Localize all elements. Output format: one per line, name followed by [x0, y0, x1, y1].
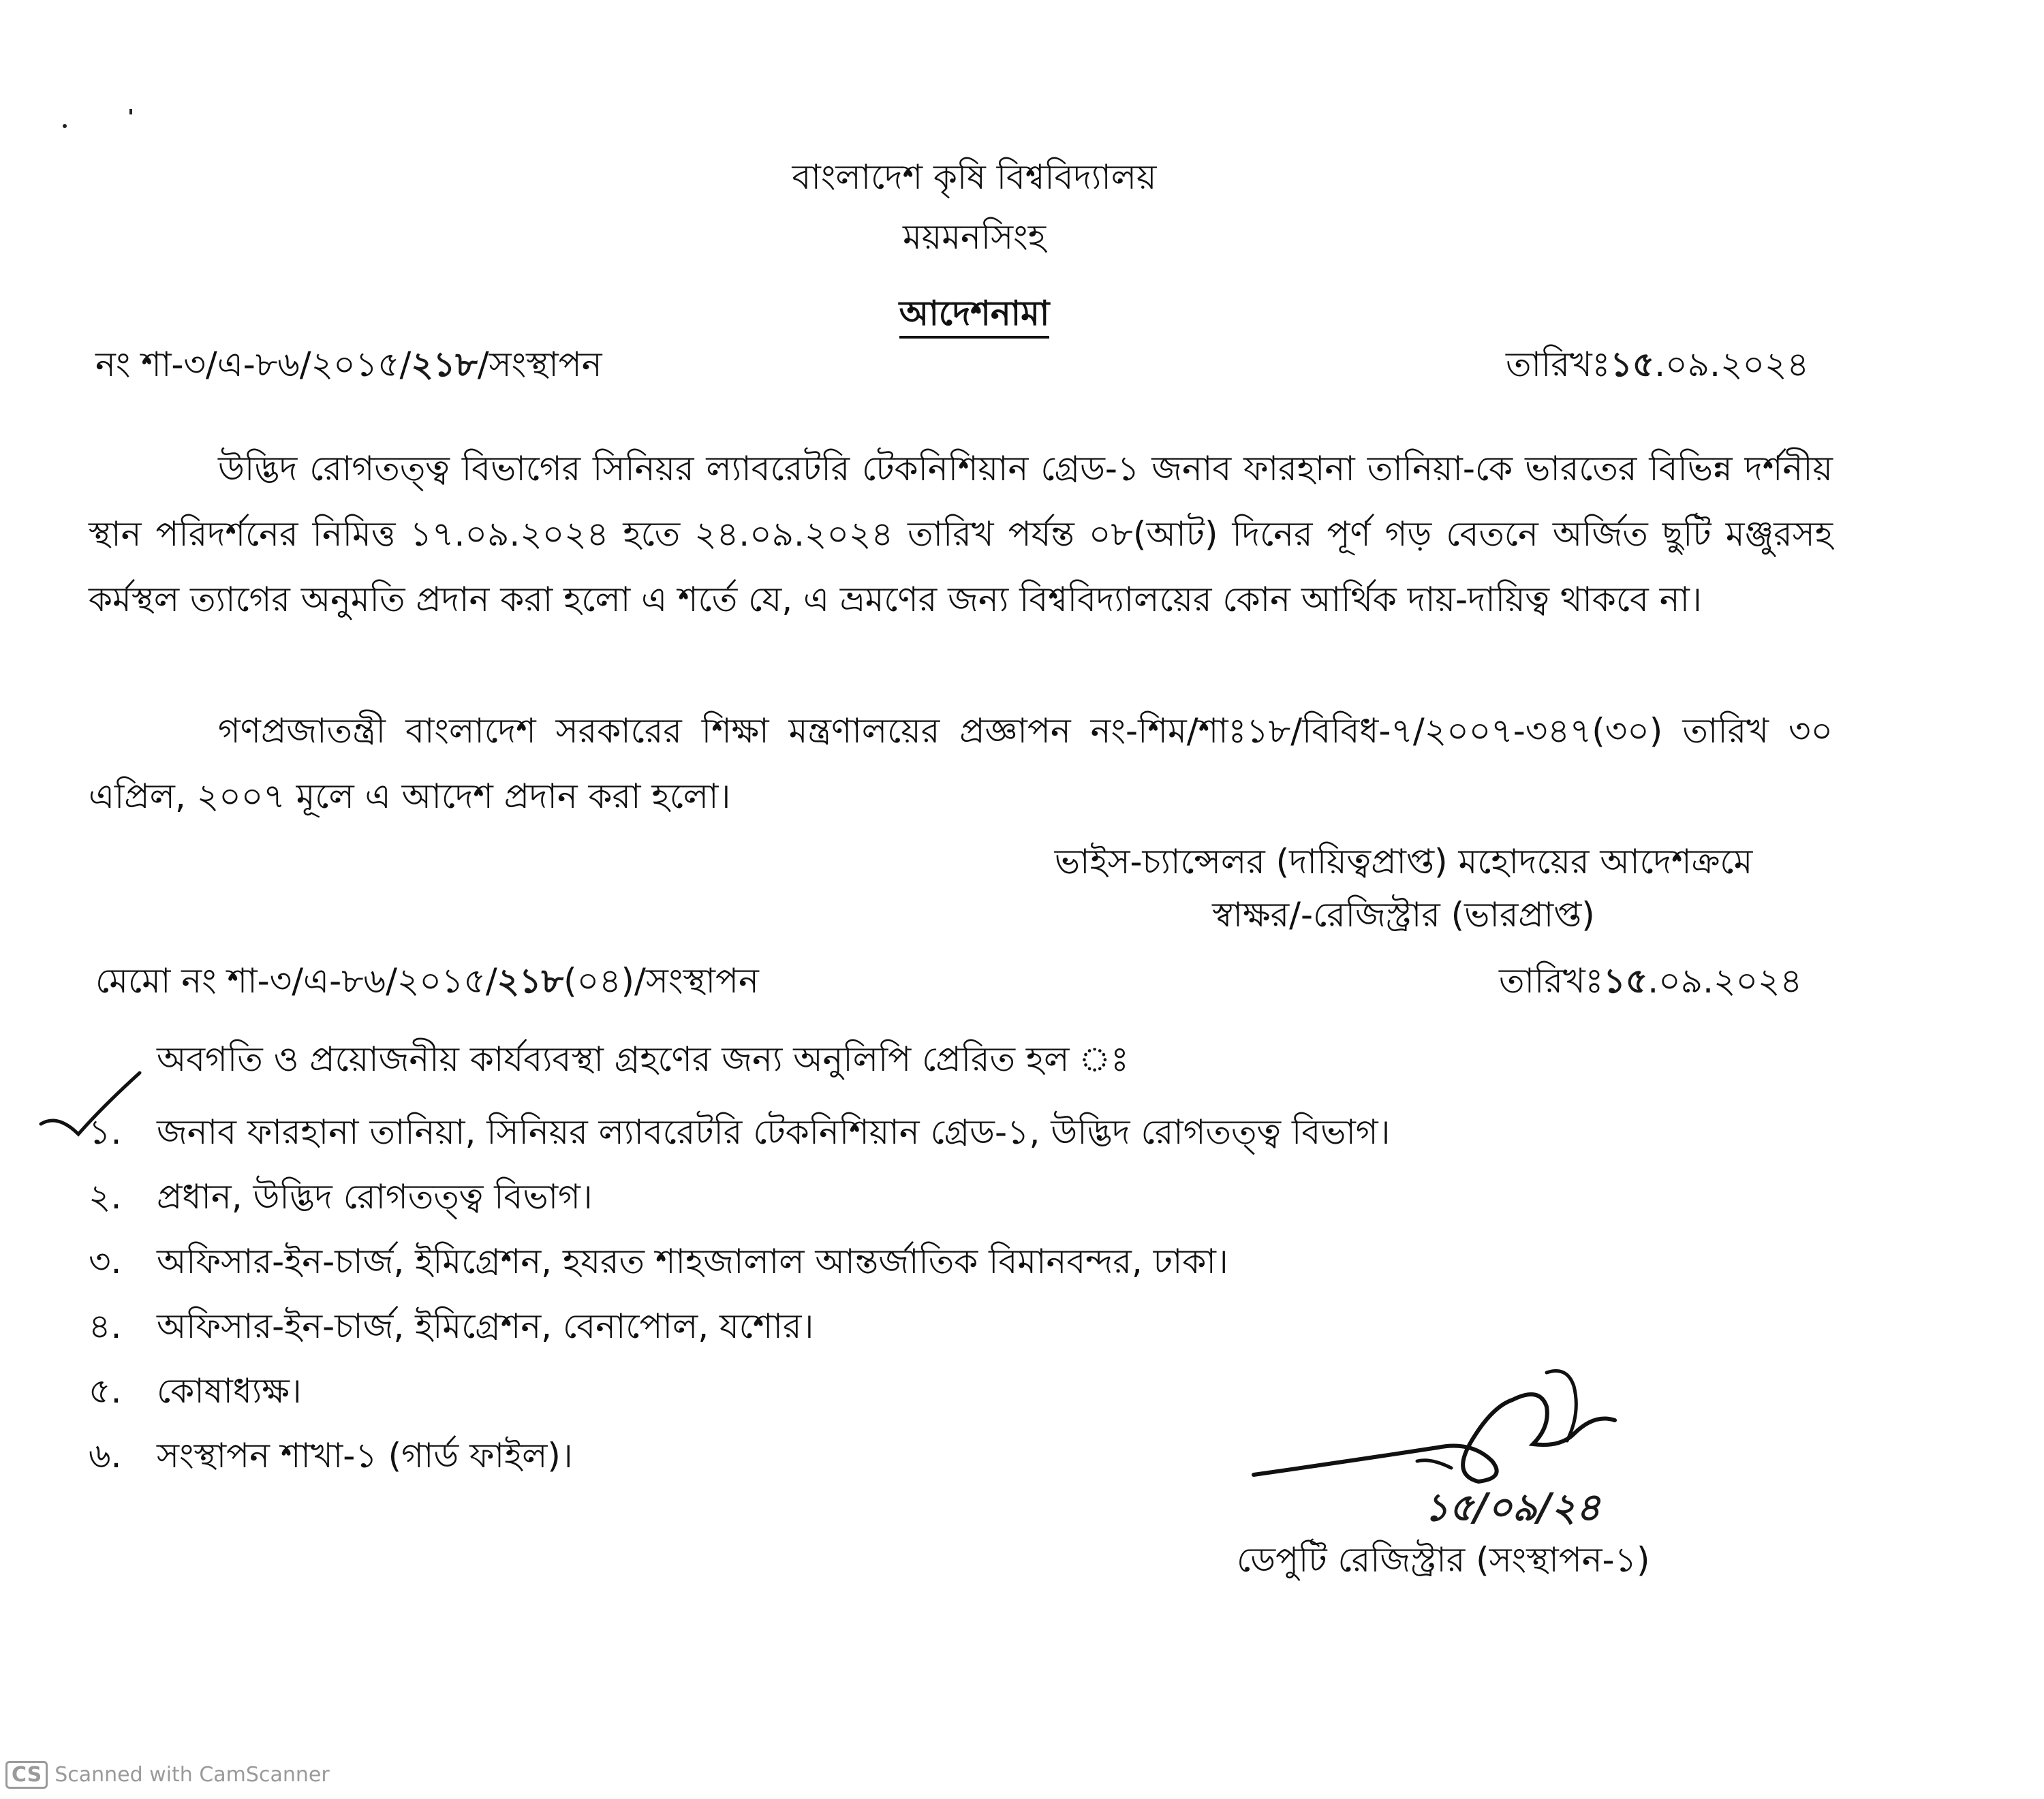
order-date-label: তারিখঃ: [1506, 345, 1611, 384]
order-body-para2: [89, 698, 1833, 829]
order-body-text2: গণপ্রজাতন্ত্রী বাংলাদেশ সরকারের শিক্ষা মন্ত্রণালয়ের প্রজ্ঞাপন নং-শিম/শাঃ১৮/বিবিধ-৭/২০০৭-৩৪৭(৩০) তারিখ ৩০ এপ্রিল, ২০০৭ মূলে এ আদেশ প্রদান করা হলো।: [89, 711, 1833, 816]
list-item-text: জনাব ফারহানা তানিয়া, সিনিয়র ল্যাবরেটরি টেকনিশিয়ান গ্রেড-১, উদ্ভিদ রোগতত্ত্ব বিভাগ।: [157, 1112, 1391, 1152]
list-item: [89, 1165, 1391, 1230]
list-item-number: ৬.: [89, 1436, 122, 1475]
signature-authority: ভাইস-চ্যান্সেলর (দায়িত্বপ্রাপ্ত) মহোদয়ের আদেশক্রমে: [1054, 842, 1753, 881]
memo-date: [1499, 960, 1802, 1001]
signature-registrar: স্বাক্ষর/-রেজিস্ট্রার (ভারপ্রাপ্ত): [1212, 895, 1595, 935]
order-date: [1506, 344, 1809, 385]
list-item-text: অফিসার-ইন-চার্জ, ইমিগ্রেশন, হযরত শাহজালাল আন্তর্জাতিক বিমানবন্দর, ঢাকা।: [157, 1242, 1228, 1281]
order-reference: [95, 344, 602, 385]
memo-date-label: তারিখঃ: [1499, 961, 1604, 1001]
recipients-list: [89, 1100, 1391, 1488]
list-item-text: সংস্থাপন শাখা-১ (গার্ড ফাইল)।: [157, 1436, 573, 1475]
list-item-text: অফিসার-ইন-চার্জ, ইমিগ্রেশন, বেনাপোল, যশোর।: [157, 1307, 814, 1346]
order-ref-suffix: /সংস্থাপন: [477, 345, 602, 384]
list-item: [89, 1424, 1391, 1488]
scan-speck: [129, 109, 132, 114]
list-item: [89, 1294, 1391, 1359]
list-item-text: কোষাধ্যক্ষ।: [157, 1371, 302, 1411]
camscanner-logo-icon: CS: [5, 1761, 48, 1789]
order-date-rest: .০৯.২০২৪: [1654, 345, 1809, 384]
handwritten-date: ১৫/০৯/২৪: [1424, 1485, 1601, 1530]
scanner-watermark: [5, 1761, 330, 1789]
list-item: [89, 1230, 1391, 1294]
list-item: [89, 1100, 1391, 1165]
list-item-number: ১.: [89, 1112, 122, 1152]
memo-ref-prefix: মেমো নং শা-৩/এ-৮৬/২০১৫/: [95, 961, 497, 1001]
watermark-text: Scanned with CamScanner: [55, 1763, 330, 1787]
order-ref-number: ২১৮: [411, 344, 478, 384]
list-item: [89, 1359, 1391, 1424]
order-body-para1: [89, 436, 1833, 632]
city-name: ময়মনসিংহ: [903, 217, 1046, 257]
scan-speck: [63, 124, 67, 128]
list-item-number: ২.: [89, 1177, 122, 1217]
university-name: বাংলাদেশ কৃষি বিশ্ববিদ্যালয়: [792, 157, 1157, 197]
deputy-registrar-title: ডেপুটি রেজিস্ট্রার (সংস্থাপন-১): [1237, 1540, 1650, 1580]
document-title: [818, 293, 1131, 334]
memo-date-day: ১৫: [1603, 960, 1648, 1001]
memo-date-rest: .০৯.২০২৪: [1647, 961, 1802, 1001]
list-item-text: প্রধান, উদ্ভিদ রোগতত্ত্ব বিভাগ।: [157, 1177, 593, 1217]
order-date-day: ১৫: [1610, 344, 1655, 384]
memo-ref-suffix: (০৪)/সংস্থাপন: [563, 961, 759, 1001]
order-ref-prefix: নং শা-৩/এ-৮৬/২০১৫/: [95, 345, 412, 384]
memo-reference: [95, 960, 759, 1001]
memo-intro: অবগতি ও প্রয়োজনীয় কার্যব্যবস্থা গ্রহণের জন্য অনুলিপি প্রেরিত হল ঃ: [157, 1039, 1129, 1079]
memo-ref-number: ২১৮: [497, 960, 564, 1001]
list-item-number: ৫.: [89, 1371, 122, 1411]
list-item-number: ৩.: [89, 1242, 122, 1281]
list-item-number: ৪.: [89, 1307, 122, 1346]
order-body-text1: উদ্ভিদ রোগতত্ত্ব বিভাগের সিনিয়র ল্যাবরেটরি টেকনিশিয়ান গ্রেড-১ জনাব ফারহানা তানিয়া-কে ভারতের বিভিন্ন দর্শনীয় স্থান পরিদর্শনের নিমিত্ত ১৭.০৯.২০২৪ হতে ২৪.০৯.২০২৪ তারিখ পর্যন্ত ০৮(আট) দিনের পূর্ণ গড় বেতনে অর্জিত ছুটি মঞ্জুরসহ কর্মস্থল ত্যাগের অনুমতি প্রদান করা হলো এ শর্তে যে, এ ভ্রমণের জন্য বিশ্ববিদ্যালয়ের কোন আর্থিক দায়-দায়িত্ব থাকবে না।: [89, 449, 1833, 619]
document-title-text: আদেশনামা: [899, 294, 1050, 339]
